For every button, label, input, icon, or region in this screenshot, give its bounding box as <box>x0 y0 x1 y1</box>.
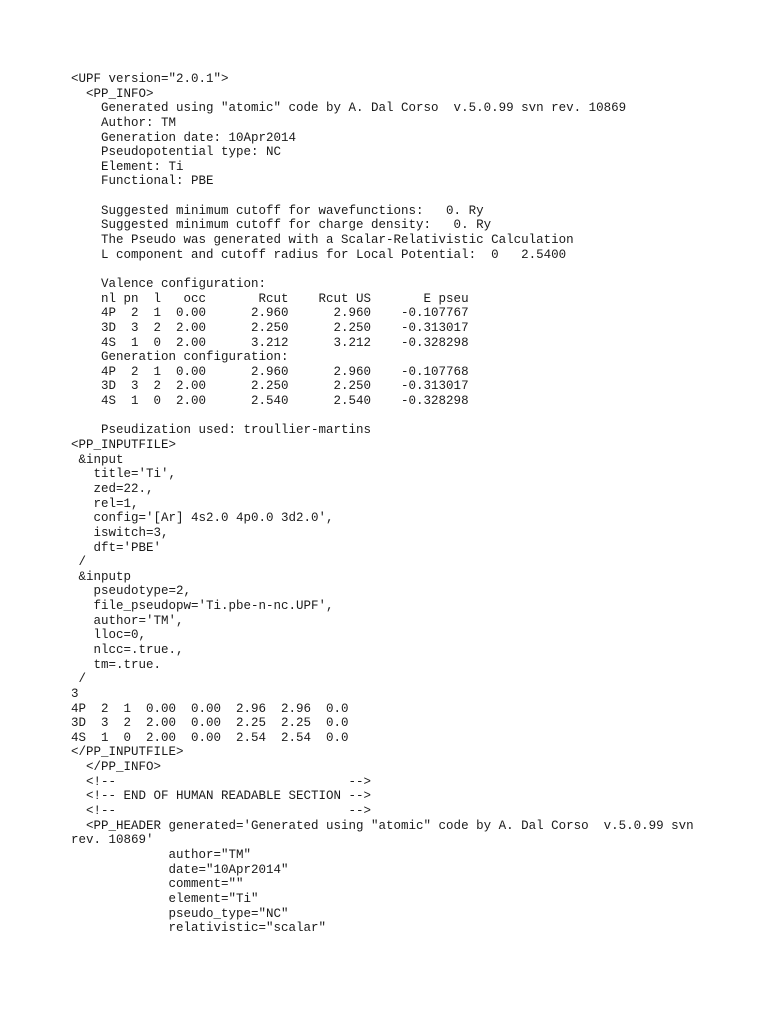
text-line: Pseudopotential type: NC <box>71 145 282 160</box>
text-line: 3D 3 2 2.00 2.250 2.250 -0.313017 <box>71 320 469 335</box>
text-line: Valence configuration: <box>71 276 267 291</box>
upf-file-text <box>71 72 731 936</box>
text-line: <!-- END OF HUMAN READABLE SECTION --> <box>71 789 372 804</box>
text-line: tm=.true. <box>71 657 162 672</box>
text-line: title='Ti', <box>71 467 177 482</box>
text-line: <PP_INFO> <box>71 86 154 101</box>
text-line: </PP_INPUTFILE> <box>71 745 184 760</box>
text-line: </PP_INFO> <box>71 760 162 775</box>
text-line: nl pn l occ Rcut Rcut US E pseu <box>71 291 469 306</box>
text-line: Pseudization used: troullier-martins <box>71 423 372 438</box>
text-line: / <box>71 555 87 570</box>
text-line: Author: TM <box>71 115 177 130</box>
text-line: 4S 1 0 2.00 3.212 3.212 -0.328298 <box>71 335 469 350</box>
text-line: author='TM', <box>71 613 184 628</box>
text-line: config='[Ar] 4s2.0 4p0.0 3d2.0', <box>71 511 334 526</box>
text-line: <UPF version="2.0.1"> <box>71 72 229 86</box>
text-line: 4S 1 0 2.00 0.00 2.54 2.54 0.0 <box>71 730 349 745</box>
text-line: pseudotype=2, <box>71 584 192 599</box>
text-line: file_pseudopw='Ti.pbe-n-nc.UPF', <box>71 599 334 614</box>
text-line: <!-- --> <box>71 804 372 819</box>
text-line <box>71 262 731 277</box>
text-line: dft='PBE' <box>71 540 162 555</box>
text-line: <PP_HEADER generated='Generated using "atomic" code by A. Dal Corso v.5.0.99 svn <box>71 818 694 833</box>
text-line: Functional: PBE <box>71 174 214 189</box>
text-line: &input <box>71 452 124 467</box>
text-line: 3D 3 2 2.00 2.250 2.250 -0.313017 <box>71 379 469 394</box>
text-line: Generation date: 10Apr2014 <box>71 130 297 145</box>
text-line: 4P 2 1 0.00 2.960 2.960 -0.107767 <box>71 306 469 321</box>
text-line: &inputp <box>71 569 132 584</box>
text-line: L component and cutoff radius for Local Potential: 0 2.5400 <box>71 247 567 262</box>
text-line: lloc=0, <box>71 628 147 643</box>
text-line: 3D 3 2 2.00 0.00 2.25 2.25 0.0 <box>71 716 349 731</box>
text-line: 3 <box>71 686 79 701</box>
text-line <box>71 189 731 204</box>
text-line <box>71 409 731 424</box>
text-line: The Pseudo was generated with a Scalar-Relativistic Calculation <box>71 233 574 248</box>
text-line: Element: Ti <box>71 159 184 174</box>
text-line: Suggested minimum cutoff for charge density: 0. Ry <box>71 218 492 233</box>
text-line: <!-- --> <box>71 774 372 789</box>
text-line: pseudo_type="NC" <box>71 906 289 921</box>
text-line: element="Ti" <box>71 891 259 906</box>
text-line: 4S 1 0 2.00 2.540 2.540 -0.328298 <box>71 394 469 409</box>
text-line: 4P 2 1 0.00 2.960 2.960 -0.107768 <box>71 364 469 379</box>
text-line: comment="" <box>71 877 244 892</box>
text-line: Generated using "atomic" code by A. Dal Corso v.5.0.99 svn rev. 10869 <box>71 101 627 116</box>
text-line: relativistic="scalar" <box>71 921 327 936</box>
text-line: author="TM" <box>71 847 252 862</box>
text-line: Suggested minimum cutoff for wavefunctions: 0. Ry <box>71 203 484 218</box>
text-line: Generation configuration: <box>71 350 289 365</box>
text-line: rel=1, <box>71 496 139 511</box>
text-line: <PP_INPUTFILE> <box>71 438 177 453</box>
text-line: / <box>71 672 87 687</box>
text-line: zed=22., <box>71 481 154 496</box>
text-line: iswitch=3, <box>71 525 169 540</box>
text-line: nlcc=.true., <box>71 642 184 657</box>
text-line: 4P 2 1 0.00 0.00 2.96 2.96 0.0 <box>71 701 349 716</box>
document-body <box>71 72 731 936</box>
text-line: date="10Apr2014" <box>71 862 289 877</box>
text-line: rev. 10869' <box>71 833 154 848</box>
